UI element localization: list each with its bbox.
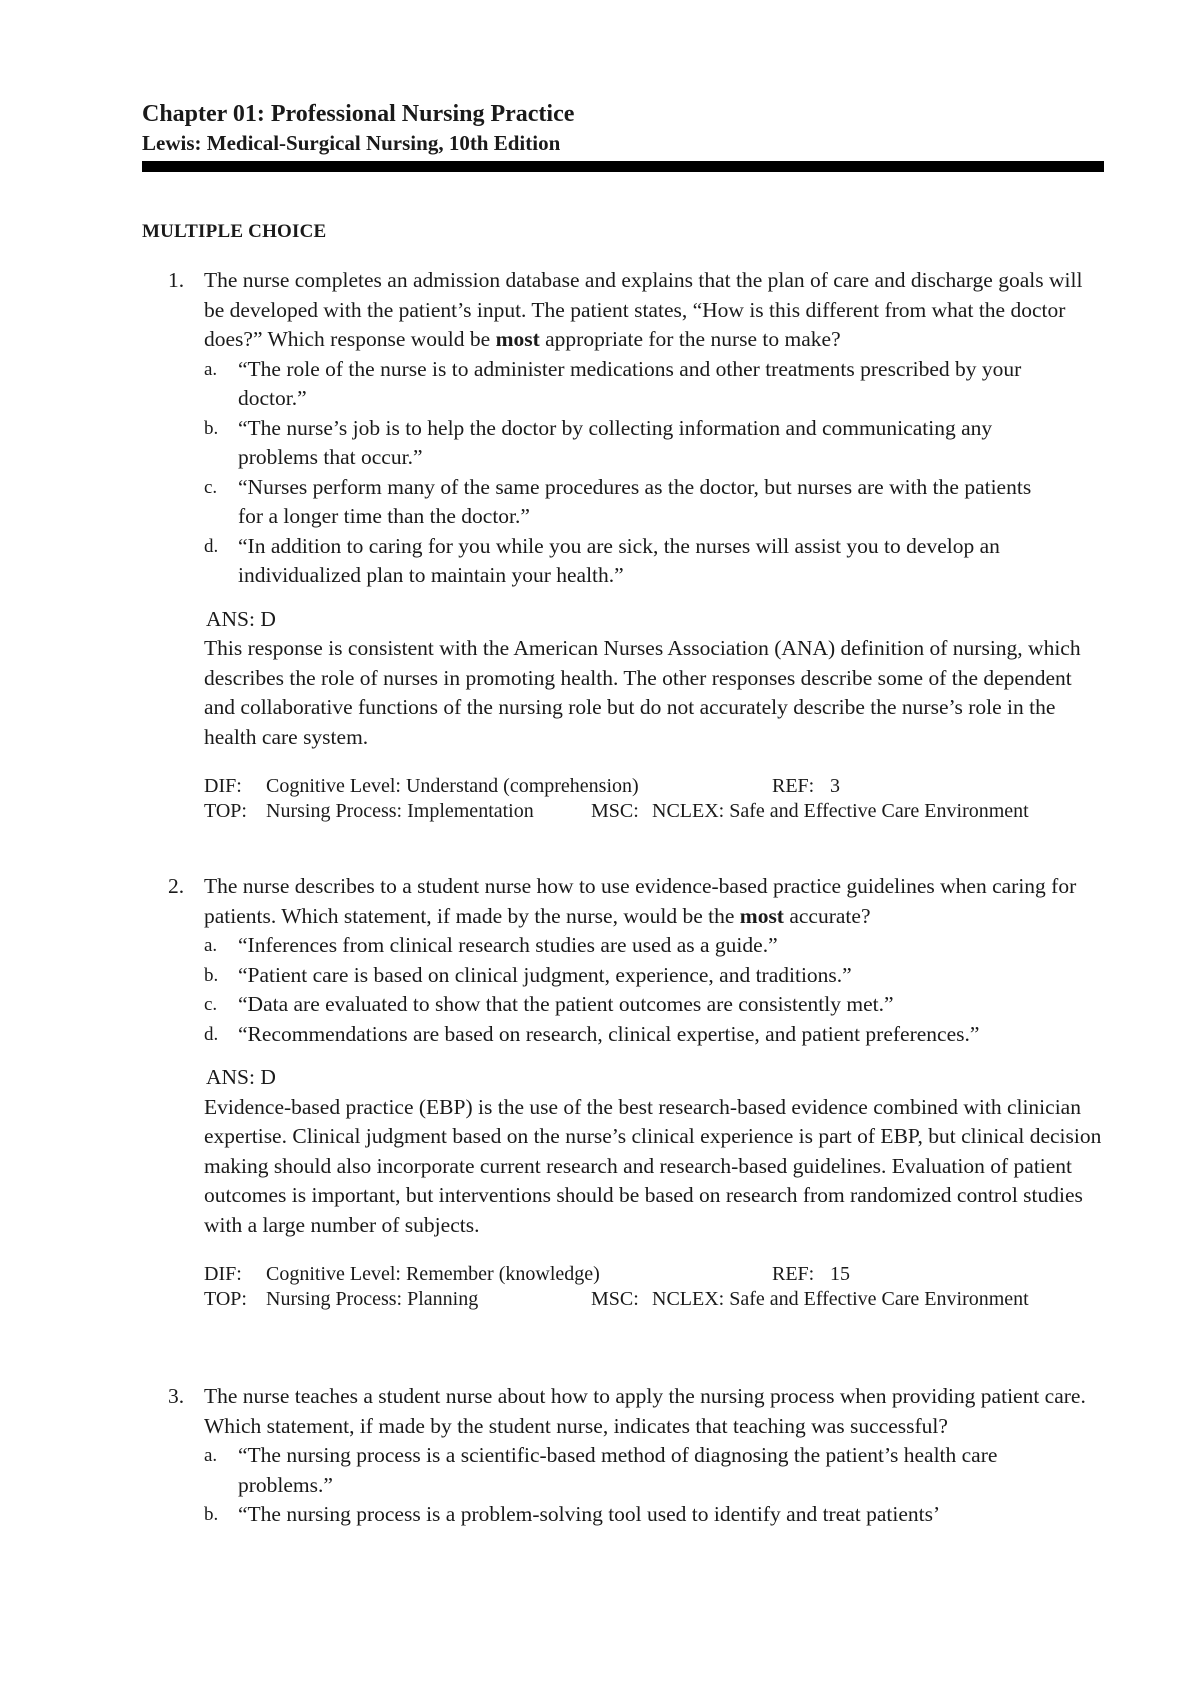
answer-options	[204, 931, 1108, 1049]
dif-label: DIF:	[204, 1263, 242, 1285]
question-text: The nurse teaches a student nurse about how to apply the nursing process when providing patient care. Which statement, if made by the student nurse, indicates that teaching was successful?	[204, 1384, 1086, 1438]
option-letter: a.	[204, 358, 218, 380]
option-text: “The nursing process is a scientific-based method of diagnosing the patient’s health care problems.”	[238, 1443, 998, 1497]
option-a	[204, 931, 1108, 961]
question-text: The nurse completes an admission database and explains that the plan of care and discharge goals will be developed with the patient’s input. The patient states, “How is this different from what the doctor does?” Which response would be most appropriate for the nurse to make?	[204, 268, 1083, 351]
question-3	[168, 1382, 1108, 1530]
ref-value: 15	[830, 1263, 850, 1285]
ref-value: 3	[830, 775, 840, 797]
msc-label: MSC:	[591, 800, 639, 822]
option-letter: b.	[204, 1504, 219, 1525]
question-metadata	[204, 774, 1108, 824]
top-label: TOP:	[204, 800, 247, 822]
option-text: “Patient care is based on clinical judgment, experience, and traditions.”	[238, 962, 852, 987]
header-rule	[142, 161, 1104, 172]
question-2	[168, 872, 1108, 1312]
ref-label: REF:	[772, 1263, 815, 1285]
chapter-title: Chapter 01: Professional Nursing Practice	[142, 101, 575, 127]
section-heading: MULTIPLE CHOICE	[142, 221, 327, 242]
question-metadata	[204, 1262, 1108, 1312]
option-text: “Nurses perform many of the same procedures as the doctor, but nurses are with the patients for a longer time than the doctor.”	[238, 474, 1032, 528]
option-letter: d.	[204, 1023, 219, 1045]
option-b	[204, 414, 1108, 473]
answer-options	[204, 1441, 1108, 1530]
question-number: 3.	[168, 1384, 185, 1408]
option-d	[204, 1020, 1108, 1050]
msc-value: NCLEX: Safe and Effective Care Environment	[652, 1288, 1029, 1310]
option-text: “Data are evaluated to show that the patient outcomes are consistently met.”	[238, 992, 894, 1016]
option-letter: b.	[204, 417, 219, 439]
top-label: TOP:	[204, 1288, 247, 1310]
emphasis-most: most	[495, 327, 540, 351]
question-number: 1.	[168, 268, 185, 292]
option-letter: a.	[204, 1445, 218, 1466]
book-title: Lewis: Medical-Surgical Nursing, 10th Edition	[142, 131, 561, 155]
msc-label: MSC:	[591, 1288, 639, 1310]
rationale: This response is consistent with the American Nurses Association (ANA) definition of nursing, which describes the role of nurses in promoting health. The other responses describe some of the dependent and collaborative functions of the nursing role but do not accurately describe the nurse’s role in the health care system.	[204, 636, 1081, 749]
question-stem	[168, 1382, 1108, 1441]
answer-block	[204, 1063, 1108, 1240]
option-d	[204, 532, 1108, 591]
option-c	[204, 473, 1108, 532]
dif-label: DIF:	[204, 775, 242, 797]
option-letter: c.	[204, 476, 218, 498]
option-text: “The role of the nurse is to administer medications and other treatments prescribed by your doctor.”	[238, 356, 1022, 410]
question-text: The nurse describes to a student nurse how to use evidence-based practice guidelines when caring for patients. Which statement, if made by the nurse, would be the most accurate?	[204, 874, 1077, 928]
answer-key: ANS: D	[206, 1065, 276, 1089]
option-letter: a.	[204, 935, 218, 956]
ref-label: REF:	[772, 775, 815, 797]
top-value: Nursing Process: Planning	[266, 1288, 479, 1310]
answer-key: ANS: D	[206, 606, 276, 631]
emphasis-most: most	[739, 903, 784, 928]
option-text: “The nurse’s job is to help the doctor by collecting information and communicating any problems that occur.”	[238, 415, 993, 469]
option-letter: c.	[204, 994, 218, 1015]
top-value: Nursing Process: Implementation	[266, 800, 534, 822]
dif-value: Cognitive Level: Understand (comprehension)	[266, 775, 639, 797]
option-a	[204, 355, 1108, 414]
answer-block	[204, 605, 1108, 753]
option-text: “The nursing process is a problem-solving tool used to identify and treat patients’	[238, 1502, 941, 1526]
option-a	[204, 1441, 1108, 1500]
option-letter: d.	[204, 535, 219, 557]
option-b	[204, 961, 1108, 991]
msc-value: NCLEX: Safe and Effective Care Environment	[652, 800, 1029, 822]
answer-options	[204, 355, 1108, 591]
document-header	[142, 98, 1104, 157]
question-number: 2.	[168, 874, 185, 898]
question-1	[168, 266, 1108, 824]
dif-value: Cognitive Level: Remember (knowledge)	[266, 1263, 600, 1285]
option-b	[204, 1500, 1108, 1530]
option-letter: b.	[204, 964, 219, 986]
option-c	[204, 990, 1108, 1020]
option-text: “Recommendations are based on research, clinical expertise, and patient preferences.”	[238, 1021, 980, 1046]
rationale: Evidence-based practice (EBP) is the use of the best research-based evidence combined with clinician expertise. Clinical judgment based on the nurse’s clinical experience is part of EBP, but clinical decision making should also incorporate current research and research-based guidelines. Evaluation of patient outcomes is important, but interventions should be based on research from randomized control studies with a large number of subjects.	[204, 1094, 1102, 1237]
question-stem	[168, 872, 1108, 931]
option-text: “Inferences from clinical research studies are used as a guide.”	[238, 933, 778, 957]
option-text: “In addition to caring for you while you are sick, the nurses will assist you to develop an individualized plan to maintain your health.”	[238, 533, 1000, 587]
question-stem	[168, 266, 1108, 355]
